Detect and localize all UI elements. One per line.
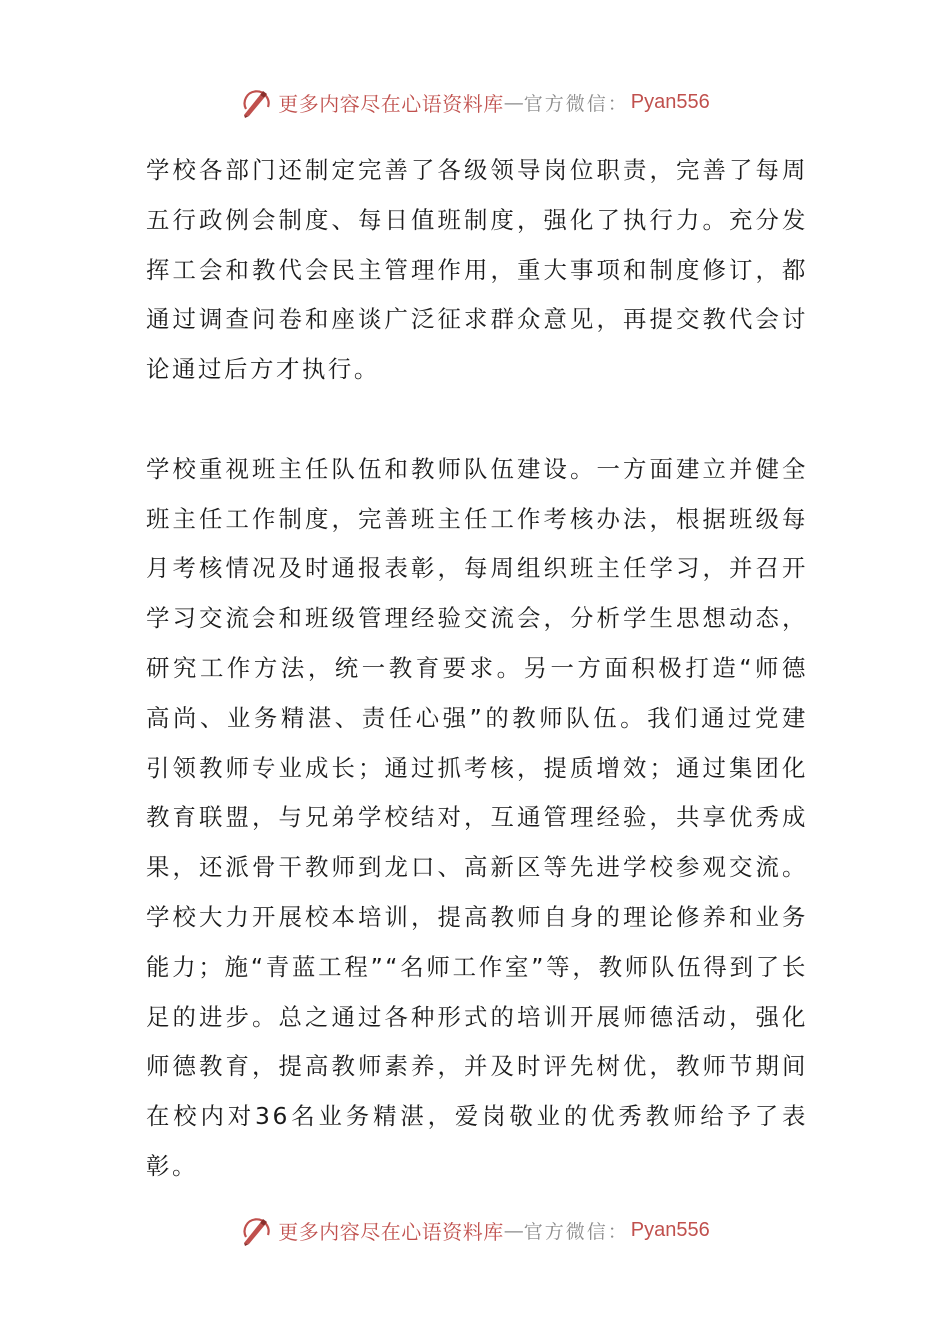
header-banner bbox=[0, 82, 950, 122]
document-body bbox=[146, 146, 808, 1192]
pen-circle-logo-icon bbox=[240, 1213, 274, 1247]
banner-wechat-label: 官方微信： bbox=[523, 92, 629, 115]
banner-wechat-label: 官方微信： bbox=[523, 1220, 629, 1243]
paragraph-1: 学校各部门还制定完善了各级领导岗位职责，完善了每周五行政例会制度、每日值班制度，强化了执行力。充分发挥工会和教代会民主管理作用，重大事项和制度修订，都通过调查问卷和座谈广泛征求群众意见，再提交教代会讨论通过后方才执行。 bbox=[146, 156, 808, 384]
footer-banner bbox=[0, 1210, 950, 1250]
paragraph-2: 学校重视班主任队伍和教师队伍建设。一方面建立并健全班主任工作制度，完善班主任工作考核办法，根据班级每月考核情况及时通报表彰，每周组织班主任学习，并召开学习交流会和班级管理经验交流会，分析学生思想动态，研究工作方法，统一教育要求。另一方面积极打造“师德高尚、业务精湛、责任心强”的教师队伍。我们通过党建引领教师专业成长；通过抓考核，提质增效；通过集团化教育联盟，与兄弟学校结对，互通管理经验，共享优秀成果，还派骨干教师到龙口、高新区等先进学校参观交流。学校大力开展校本培训，提高教师自身的理论修养和业务能力；施“青蓝工程”“名师工作室”等，教师队伍得到了长足的进步。总之通过各种形式的培训开展师德活动，强化师德教育，提高教师素养，并及时评先树优，教师节期间在校内对36名业务精湛，爱岗敬业的优秀教师给予了表彰。 bbox=[146, 454, 808, 1180]
pen-circle-logo-icon bbox=[240, 85, 274, 119]
banner-dash: — bbox=[503, 90, 524, 114]
banner-wechat-id: Pyan556 bbox=[630, 90, 710, 113]
banner-wechat-id: Pyan556 bbox=[630, 1218, 710, 1241]
banner-site-text: 更多内容尽在心语资料库 bbox=[278, 1219, 504, 1244]
banner-dash: — bbox=[503, 1218, 524, 1242]
banner-site-text: 更多内容尽在心语资料库 bbox=[278, 91, 504, 116]
